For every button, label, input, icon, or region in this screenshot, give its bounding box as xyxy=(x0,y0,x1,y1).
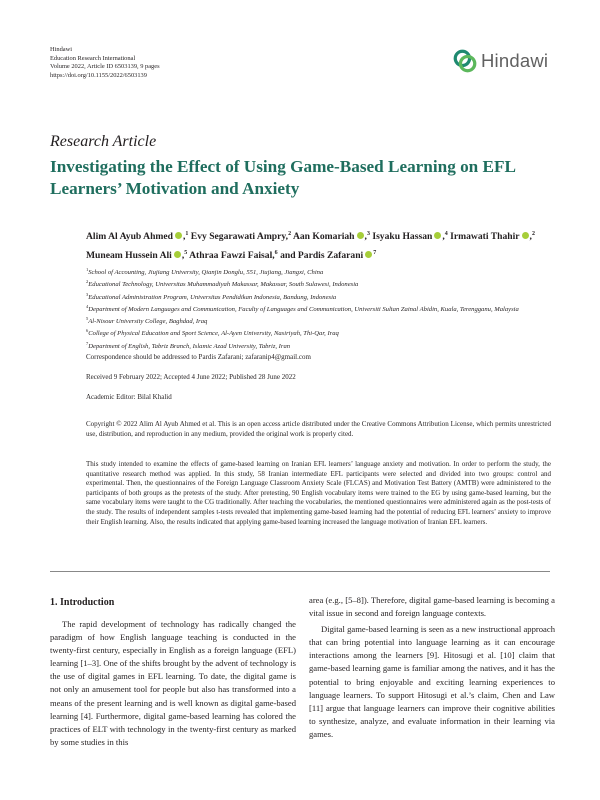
orcid-icon[interactable] xyxy=(365,251,372,258)
affiliation-text: School of Accounting, Jiujiang University, Qianjin Donglu, 551, Jiujiang, Jiangxi, China xyxy=(88,269,324,277)
orcid-icon[interactable] xyxy=(357,232,364,239)
author-name: Irmawati Thahir xyxy=(450,231,520,243)
affiliation-item xyxy=(86,314,556,326)
hindawi-logo-text: Hindawi xyxy=(481,50,549,71)
author-name: Evy Segarawati Ampry, xyxy=(190,231,289,243)
author-affiliation-number: 1 xyxy=(185,231,189,237)
affiliation-number: 2 xyxy=(86,279,89,285)
author-affiliation-number: 5 xyxy=(184,250,188,257)
academic-editor: Academic Editor: Bilal Khalid xyxy=(86,393,172,401)
orcid-icon[interactable] xyxy=(522,232,529,239)
affiliation-list xyxy=(86,265,556,351)
orcid-icon[interactable] xyxy=(174,251,181,258)
affiliation-text: Educational Technology, Universitas Muhammadiyah Makassar, Makassar, South Sulawesi, Indonesia xyxy=(88,281,359,289)
hindawi-logo-icon xyxy=(452,48,478,74)
journal-doi[interactable]: https://doi.org/10.1155/2022/6503139 xyxy=(50,71,147,79)
affiliation-item xyxy=(86,302,556,314)
intro-paragraph-2: Digital game-based learning is seen as a new instructional approach that can bring potential into language learning as it can encourage interactions among the learners [9]. Hitosugi et al. [10] claim that game-based learning game is familiar among the natives, and it has the potential to bring enjoyable and exciting learning experiences to language learners. To support Hitosugi et al.’s claim, Chen and Law [11] argue that language learners can improve their cognitive abilities to synthesize, analyze, and evaluate information in their learning via games. xyxy=(309,624,555,739)
author-affiliation-number: 2 xyxy=(531,231,535,237)
left-column xyxy=(50,596,296,749)
author-name: Muneam Hussein Ali xyxy=(86,250,172,262)
journal-publisher: Hindawi xyxy=(50,46,73,53)
author-list: Alim Al Ayub Ahmed ,$^1$ Evy Segarawati Ampry,$^2$ Aan Komariah ,$^3$ Isyaku Hassan ,$^4$ Irmawati Thahir ,$^2$ Muneam Hussein Ali ,$^5$ Athraa Fawzi Faisal,$^6$ and Pardis Zafarani $^7$ xyxy=(86,231,535,262)
author-name: Aan Komariah xyxy=(292,231,355,243)
journal-title: Education Research International xyxy=(50,54,136,62)
author-name: Athraa Fawzi Faisal, xyxy=(189,250,275,262)
author-name: and Pardis Zafarani xyxy=(280,250,364,262)
section-heading: 1. Introduction xyxy=(50,597,115,608)
affiliation-text: Educational Administration Program, Universitas Pendidikan Indonesia, Bandung, Indonesia xyxy=(88,293,337,301)
affiliation-item xyxy=(86,265,556,277)
affiliation-number: 4 xyxy=(86,303,89,309)
affiliation-item xyxy=(86,290,556,302)
paper-title: Investigating the Effect of Using Game-Based Learning on EFL Learners’ Motivation and Anxiety xyxy=(50,157,516,198)
correspondence: Correspondence should be addressed to Pardis Zafarani; zafaranip4@gmail.com xyxy=(86,353,311,361)
right-column xyxy=(309,594,555,741)
author-affiliation-number: 3 xyxy=(366,231,370,237)
author-affiliation-number: 6 xyxy=(274,250,278,257)
orcid-icon[interactable] xyxy=(175,232,182,239)
author-affiliation-number: 7 xyxy=(373,250,377,257)
author-name: Alim Al Ayub Ahmed xyxy=(86,231,173,243)
affiliation-number: 7 xyxy=(86,340,89,346)
affiliation-number: 1 xyxy=(86,267,89,272)
affiliation-number: 3 xyxy=(86,291,89,297)
affiliation-text: College of Physical Education and Sport Science, Al-Ayen University, Nasiriyah, Thi-Qar, Iraq xyxy=(88,330,339,338)
journal-info xyxy=(50,46,160,80)
affiliation-text: Department of Modern Languages and Communication, Faculty of Languages and Communication, Universiti Sultan Zainal Abidin, Kuala, Terengganu, Malaysia xyxy=(88,306,519,314)
affiliation-text: Department of English, Tabriz Branch, Islamic Azad University, Tabriz, Iran xyxy=(88,342,291,350)
intro-paragraph-1-continued: area (e.g., [5–8]). Therefore, digital game-based learning is becoming a vital issue in second and foreign language contexts. xyxy=(309,595,555,619)
author-name: Isyaku Hassan xyxy=(372,231,433,243)
orcid-icon[interactable] xyxy=(434,232,441,239)
author-affiliation-number: 2 xyxy=(288,231,292,237)
article-type: Research Article xyxy=(50,133,157,150)
affiliation-item xyxy=(86,326,556,338)
hindawi-logo xyxy=(452,48,548,74)
affiliation-text: Al-Nisour University College, Baghdad, Iraq xyxy=(88,318,208,326)
copyright-notice: Copyright © 2022 Alim Al Ayub Ahmed et al. This is an open access article distributed under the Creative Commons Attribution License, which permits unrestricted use, distribution, and reproduction in any medium, provided the original work is properly cited. xyxy=(86,420,551,438)
affiliation-item xyxy=(86,339,556,351)
intro-paragraph-1: The rapid development of technology has radically changed the paradigm of how English language teaching is conducted in the twenty-first century, especially in English as a foreign language (EFL) learning [1–3]. One of the shifts brought by the advent of technology is the use of digital games in EFL learning. To date, the digital game is not only an amusement tool for people but also has transformed into a means of the present learning and is well known as digital game-based learning [4]. Furthermore, digital game-based learning has colored the practices of ELT with technology in the twenty-first century as marked by some studies in this xyxy=(50,619,296,747)
section-divider xyxy=(50,571,550,572)
abstract: This study intended to examine the effects of game-based learning on Iranian EFL learners’ language anxiety and motivation. In order to perform the study, the quantitative research method was applied. In this study, 58 Iranian intermediate EFL participants were selected and divided into two groups: control and experimental. Then, the questionnaires of the Foreign Language Classroom Anxiety Scale (FLCAS) and Motivation Test Battery (AMTB) were administered to the participants of both groups as the pretests of the study. After pretesting, 90 English vocabulary items were trained to the EG by using game-based learning, but the same vocabulary items were taught to the CG traditionally. After teaching the vocabularies, the mentioned questionnaires were administered again as the post-tests of the study. The results of independent samples t-tests revealed that implementing game-based learning had the potential of reducing EFL learners’ anxiety to improve their English learning. Also, the results indicated that applying game-based learning increased the language motivation of Iranian EFL learners. xyxy=(86,460,551,526)
affiliation-item xyxy=(86,277,556,289)
journal-volume: Volume 2022, Article ID 6503139, 9 pages xyxy=(50,63,160,71)
affiliation-number: 5 xyxy=(86,316,89,322)
author-affiliation-number: 4 xyxy=(444,231,448,237)
publication-dates: Received 9 February 2022; Accepted 4 June 2022; Published 28 June 2022 xyxy=(86,373,296,381)
affiliation-number: 6 xyxy=(86,328,89,334)
